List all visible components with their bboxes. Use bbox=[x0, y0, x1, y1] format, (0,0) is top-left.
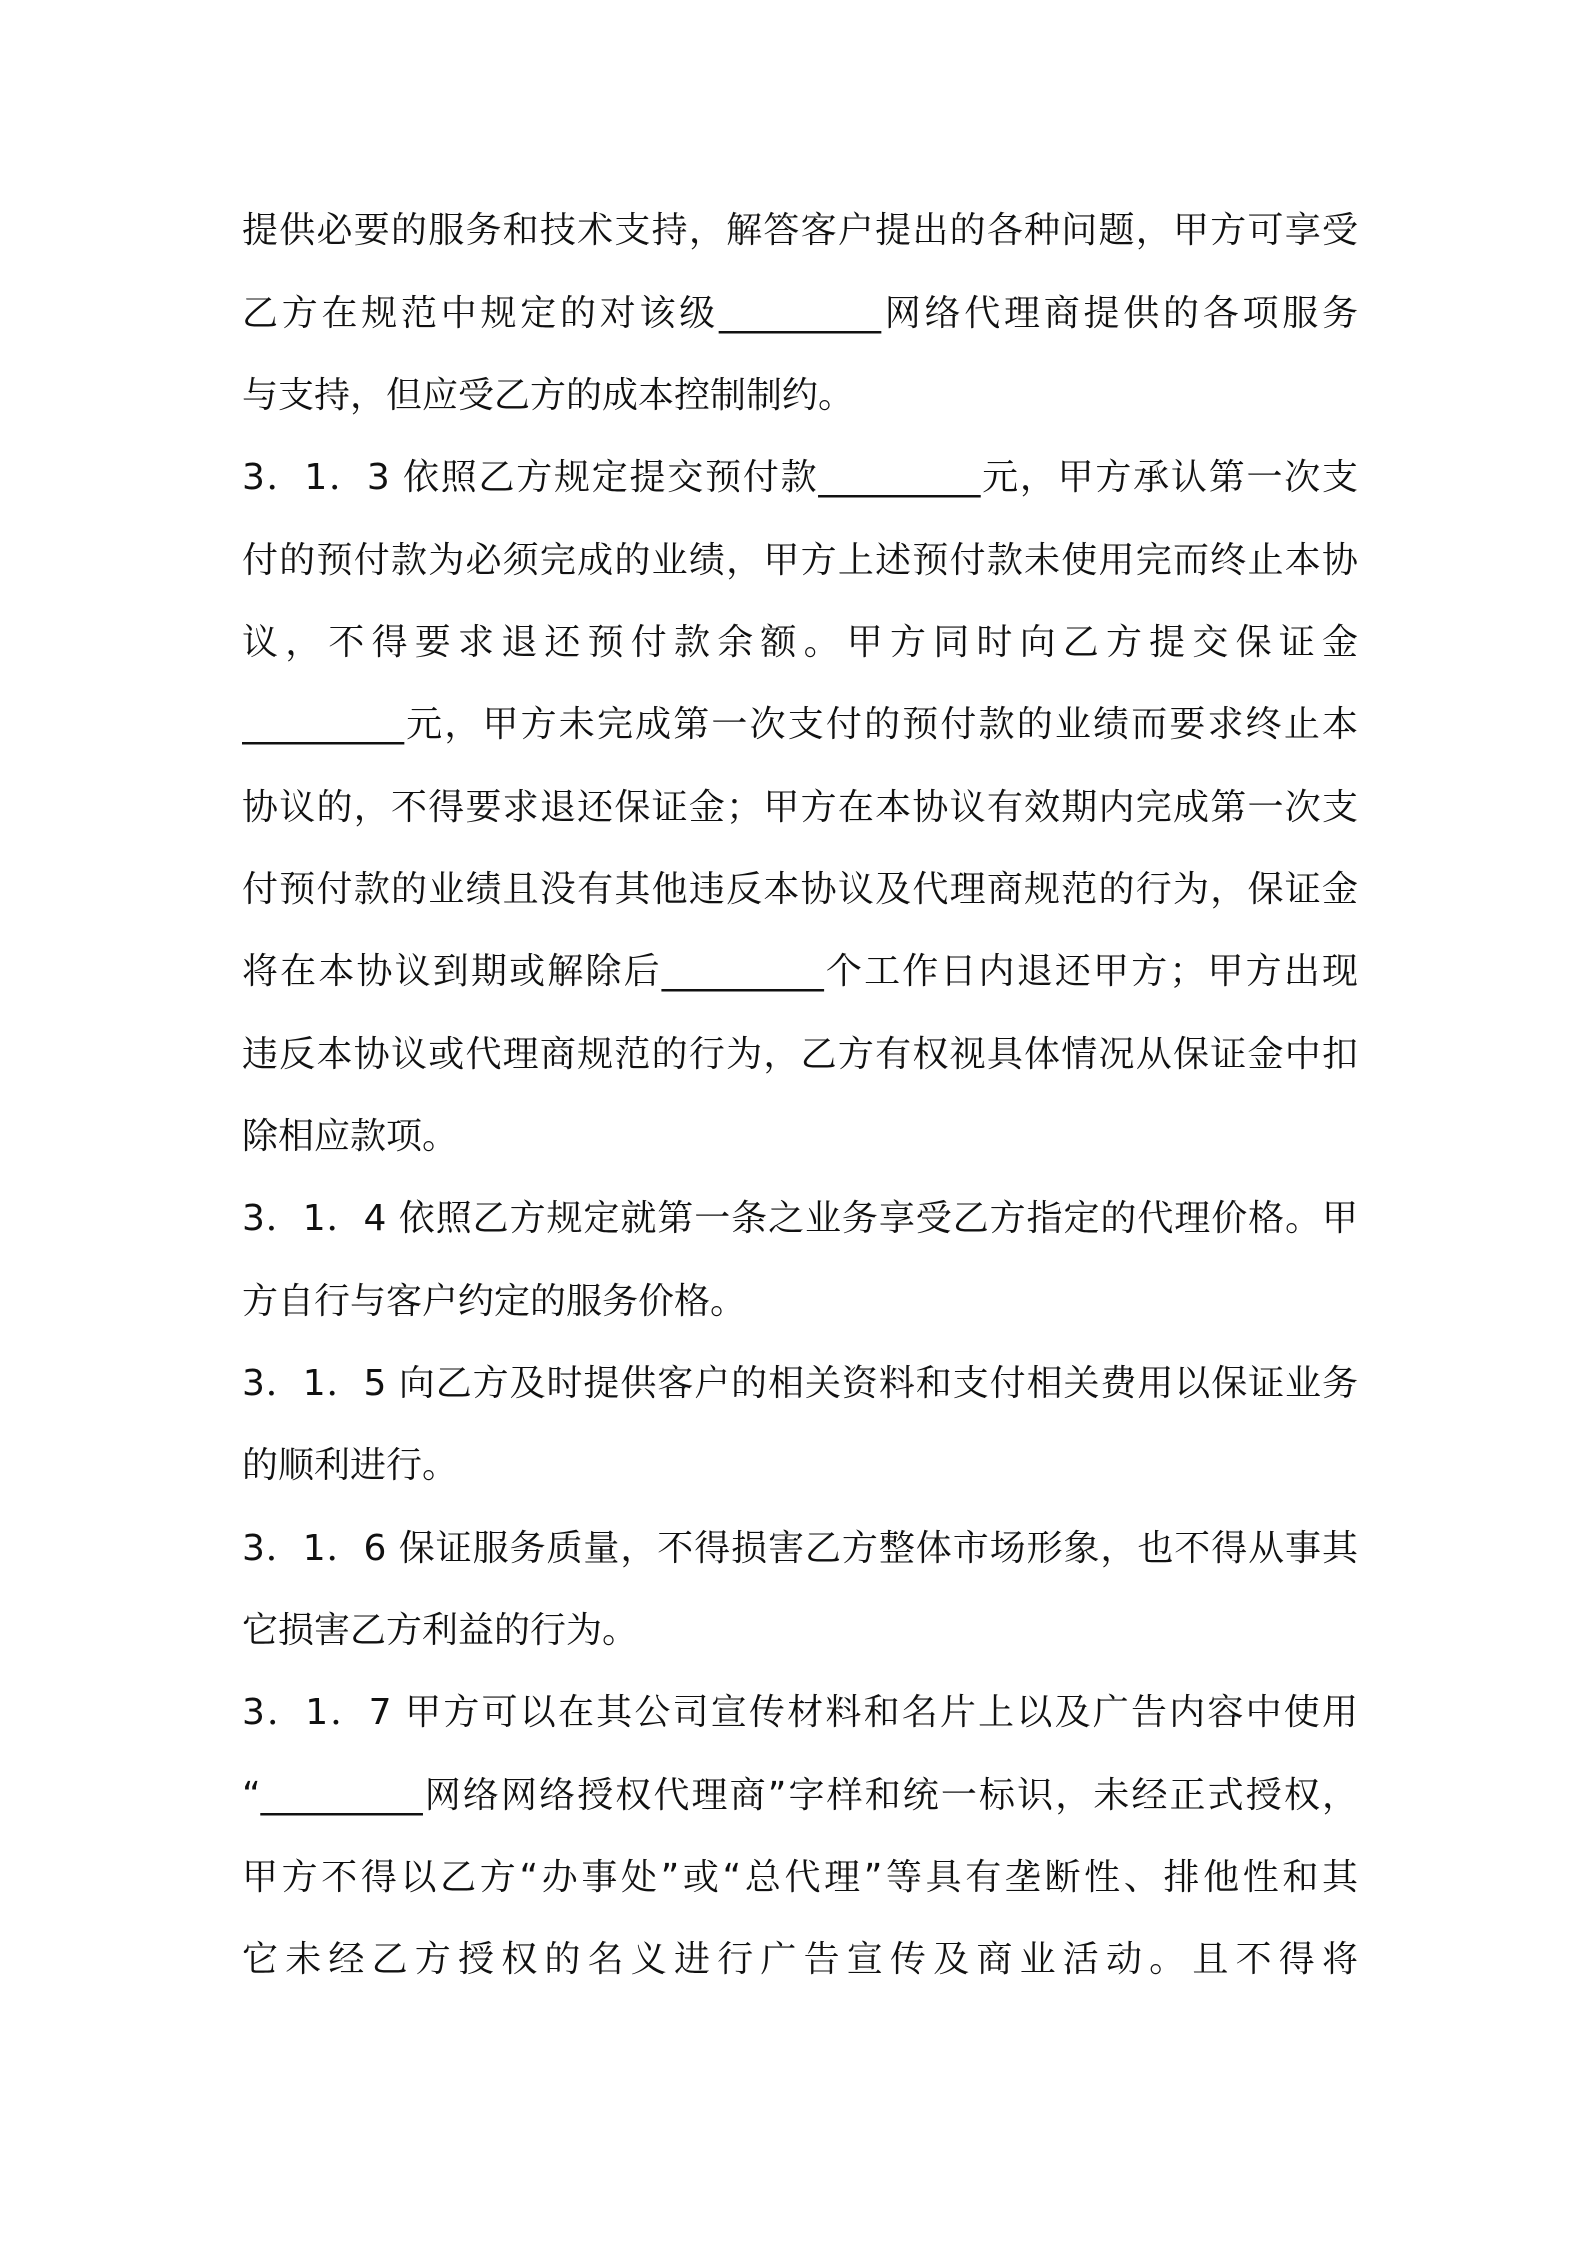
text-line: 它损害乙方利益的行为。 bbox=[242, 1610, 639, 1651]
text-line: 提供必要的服务和技术支持，解答客户提出的各种问题，甲方可享受 bbox=[242, 210, 1358, 251]
text-line: 3．1．4 依照乙方规定就第一条之业务享受乙方指定的代理价格。甲 bbox=[242, 1198, 1358, 1239]
text-line: 付的预付款为必须完成的业绩，甲方上述预付款未使用完而终止本协 bbox=[242, 540, 1358, 581]
text-line: 除相应款项。 bbox=[242, 1116, 459, 1157]
text-line: 违反本协议或代理商规范的行为，乙方有权视具体情况从保证金中扣 bbox=[242, 1034, 1358, 1075]
text-line: 付预付款的业绩且没有其他违反本协议及代理商规范的行为，保证金 bbox=[242, 869, 1358, 910]
text-line: _________元，甲方未完成第一次支付的预付款的业绩而要求终止本 bbox=[242, 704, 1358, 745]
text-line: 乙方在规范中规定的对该级_________网络代理商提供的各项服务 bbox=[242, 293, 1358, 334]
text-line: 3．1．7 甲方可以在其公司宣传材料和名片上以及广告内容中使用 bbox=[242, 1692, 1358, 1733]
text-line: 3．1．3 依照乙方规定提交预付款_________元，甲方承认第一次支 bbox=[242, 457, 1358, 498]
text-line: 将在本协议到期或解除后_________个工作日内退还甲方；甲方出现 bbox=[242, 951, 1358, 992]
text-line: 的顺利进行。 bbox=[242, 1445, 459, 1486]
text-line: 议，不得要求退还预付款余额。甲方同时向乙方提交保证金 bbox=[242, 622, 1358, 663]
text-line: 甲方不得以乙方“办事处”或“总代理”等具有垄断性、排他性和其 bbox=[242, 1857, 1358, 1898]
text-line: 与支持，但应受乙方的成本控制制约。 bbox=[242, 375, 855, 416]
text-line: 3．1．5 向乙方及时提供客户的相关资料和支付相关费用以保证业务 bbox=[242, 1363, 1358, 1404]
text-line: 它未经乙方授权的名义进行广告宣传及商业活动。且不得将 bbox=[242, 1939, 1358, 1980]
text-line: 方自行与客户约定的服务价格。 bbox=[242, 1281, 747, 1322]
text-line: “_________网络网络授权代理商”字样和统一标识，未经正式授权， bbox=[242, 1775, 1358, 1816]
text-line: 协议的，不得要求退还保证金；甲方在本协议有效期内完成第一次支 bbox=[242, 787, 1358, 828]
text-line: 3．1．6 保证服务质量，不得损害乙方整体市场形象，也不得从事其 bbox=[242, 1528, 1358, 1569]
